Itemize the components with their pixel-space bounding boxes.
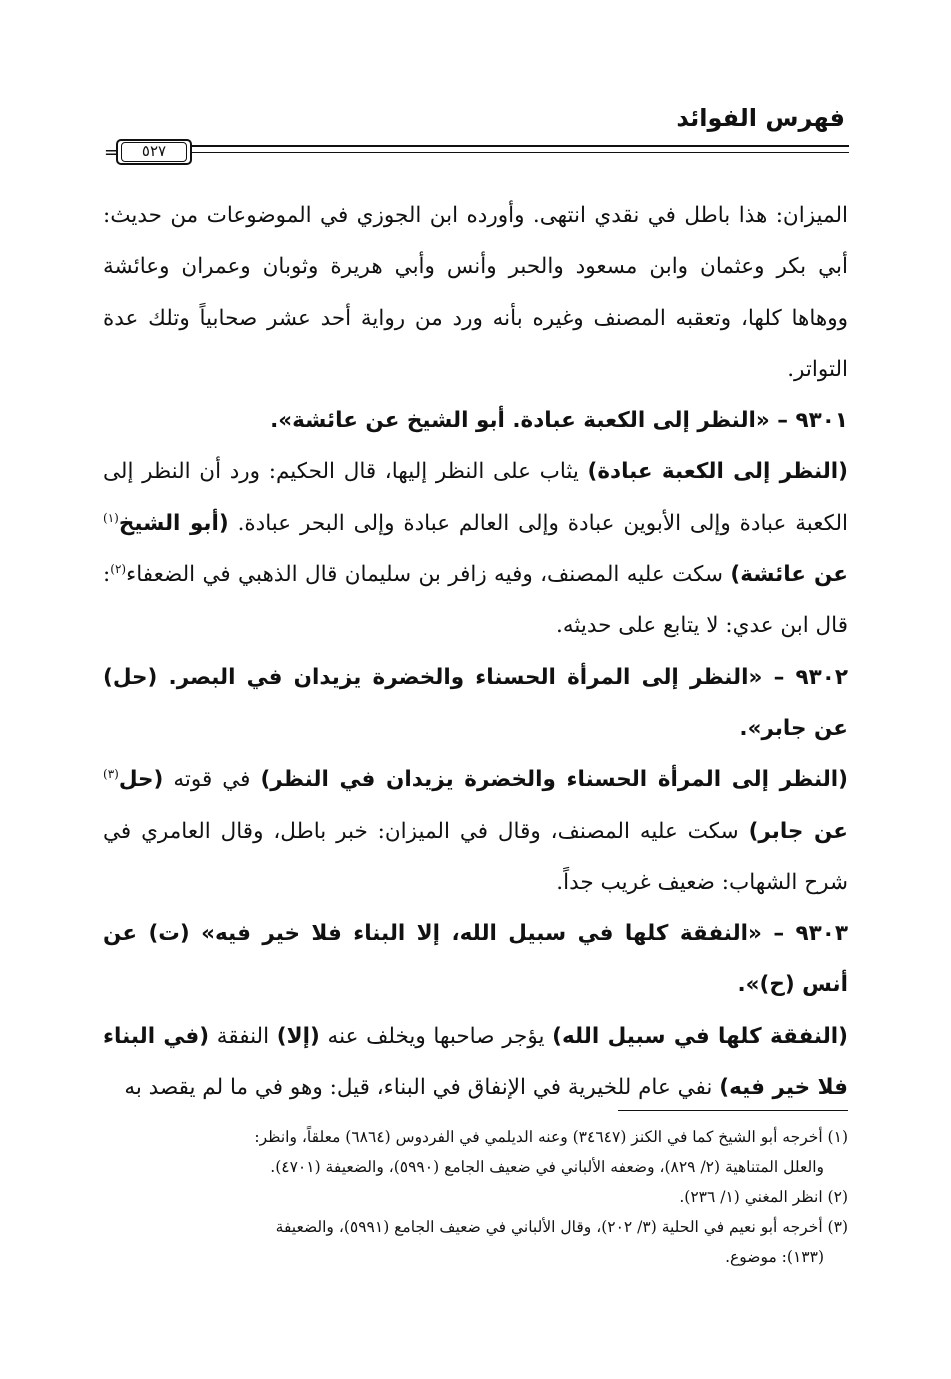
header-rule bbox=[104, 139, 849, 167]
quoted-text: (النظر إلى المرأة الحسناء والخضرة يزيدان في النظر) bbox=[260, 767, 848, 793]
rule-dash: = bbox=[104, 142, 120, 163]
header-double-line bbox=[190, 145, 849, 153]
footnote-3-continued: (١٣٣): موضوع. bbox=[725, 1248, 824, 1266]
commentary-text: : قال ابن عدي: لا يتابع على حديثه. bbox=[103, 562, 848, 639]
commentary-text: سكت عليه المصنف، وفيه زافر بن سليمان قال الذهبي في الضعفاء bbox=[126, 562, 731, 588]
entry-9301-heading bbox=[103, 395, 848, 446]
entry-9303-commentary bbox=[103, 1011, 848, 1114]
quoted-text: (النفقة كلها في سبيل الله) bbox=[552, 1023, 848, 1049]
commentary-text: سكت عليه المصنف، وقال في الميزان: خبر باطل، وقال العامري في شرح الشهاب: ضعيف غريب جداً. bbox=[103, 818, 848, 895]
commentary-text: النفقة bbox=[209, 1023, 277, 1049]
quoted-text: (حل bbox=[118, 767, 164, 793]
page-number: ٥٢٧ bbox=[121, 142, 187, 162]
quoted-text: (النظر إلى الكعبة عبادة) bbox=[587, 459, 849, 485]
commentary-text: في قوته bbox=[163, 767, 261, 793]
entry-heading-text: ٩٣٠٢ – «النظر إلى المرأة الحسناء والخضرة يزيدان في البصر. (حل) عن جابر». bbox=[103, 664, 848, 741]
entry-heading-text: ٩٣٠٣ – «النفقة كلها في سبيل الله، إلا البناء فلا خير فيه» (ت) عن أنس (ح)». bbox=[103, 921, 848, 998]
footnote-1-continued: والعلل المتناهية (٢/ ٨٢٩)، وضعفه الألباني في ضعيف الجامع (٥٩٩٠)، والضعيفة (٤٧٠١). bbox=[270, 1158, 824, 1176]
footnote-ref: (٢) bbox=[110, 561, 127, 576]
entry-9301-commentary bbox=[103, 446, 848, 651]
footnotes bbox=[103, 1122, 848, 1272]
footnote-2: (٢) انظر المغني (١/ ٢٣٦). bbox=[679, 1188, 848, 1206]
quoted-text: (أبو الشيخ bbox=[118, 510, 229, 536]
page-header-title: فهرس الفوائد bbox=[676, 104, 845, 132]
entry-heading-text: ٩٣٠١ – «النظر إلى الكعبة عبادة. أبو الشيخ عن عائشة». bbox=[270, 408, 848, 434]
footnote-ref: (١) bbox=[103, 510, 119, 525]
footnote-3: (٣) أخرجه أبو نعيم في الحلية (٣/ ٢٠٢)، وقال الألباني في ضعيف الجامع (٥٩٩١)، والضعيفة bbox=[275, 1218, 848, 1236]
quoted-text: (في البناء فلا خير فيه) bbox=[103, 1023, 848, 1101]
quoted-text: عن جابر) bbox=[748, 818, 848, 844]
footnote-1: (١) أخرجه أبو الشيخ كما في الكنز (٣٤٦٤٧) وعنه الديلمي في الفردوس (٦٨٦٤) معلقاً، وانظر: bbox=[254, 1128, 848, 1146]
quoted-text: عن عائشة) bbox=[730, 562, 848, 588]
entry-9303-heading bbox=[103, 908, 848, 1011]
paragraph: الميزان: هذا باطل في نقدي انتهى. وأورده ابن الجوزي في الموضوعات من حديث: أبي بكر وعثمان وابن مسعود والحبر وأنس وأبي هريرة وثوبان وعمران وعائشة ووهاها كلها، وتعقبه المصنف وغيره بأنه ورد من رواية أحد عشر صحابياً وتلك عدة التواتر. bbox=[103, 203, 848, 382]
commentary-text: يثاب على النظر إليها، قال الحكيم: ورد أن النظر إلى الكعبة عبادة وإلى الأبوين عبادة وإلى العالم عبادة وإلى البحر عبادة. bbox=[103, 459, 848, 536]
entry-9302-heading bbox=[103, 652, 848, 755]
footnote-ref: (٣) bbox=[103, 767, 119, 782]
commentary-text: يؤجر صاحبها ويخلف عنه bbox=[319, 1023, 553, 1049]
footnote-separator bbox=[618, 1110, 848, 1111]
quoted-text: (إلا) bbox=[276, 1023, 320, 1049]
commentary-text: نفي عام للخيرية في الإنفاق في البناء، قيل: وهو في ما لم يقصد به bbox=[124, 1075, 720, 1101]
main-text bbox=[103, 190, 848, 1113]
entry-9302-commentary bbox=[103, 754, 848, 908]
